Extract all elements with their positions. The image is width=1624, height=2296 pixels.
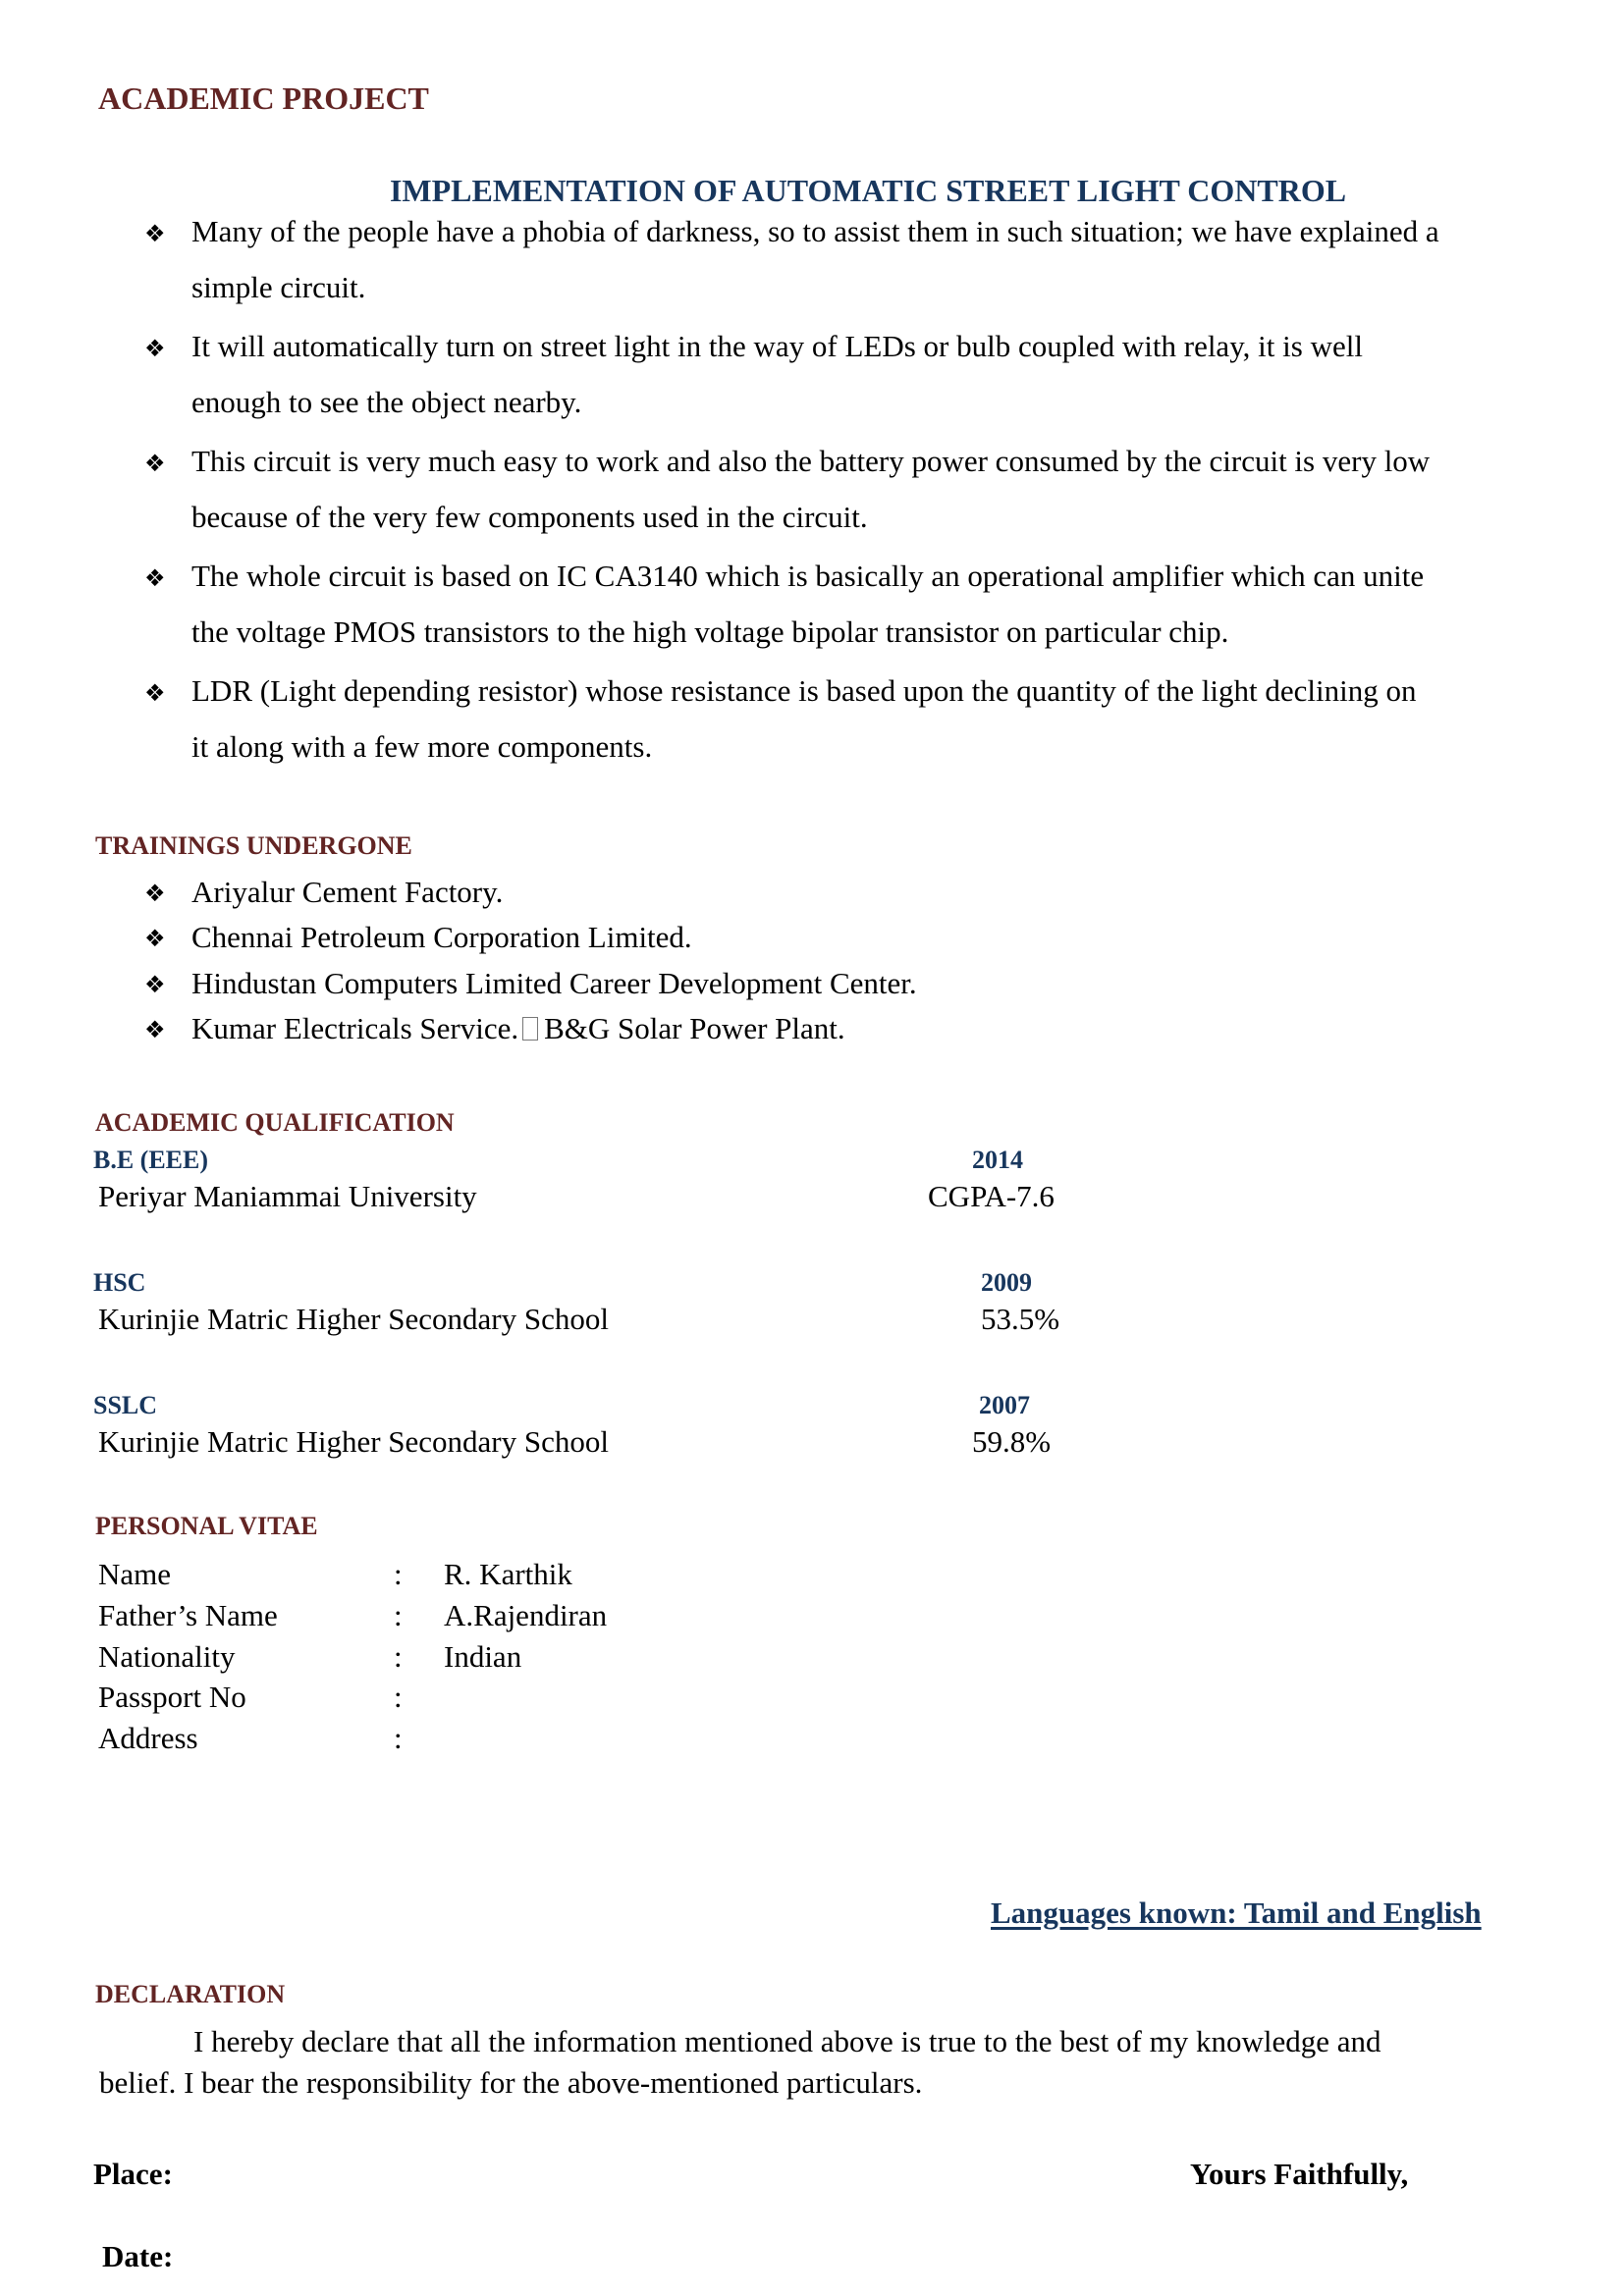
- vitae-label: Address: [98, 1721, 198, 1755]
- bullet-text-line: simple circuit.: [191, 270, 366, 304]
- vitae-separator: :: [394, 1721, 403, 1755]
- languages-known: Languages known: Tamil and English: [991, 1896, 1482, 1930]
- bullet-text-line: LDR (Light depending resistor) whose resistance is based upon the quantity of the light declining on: [191, 673, 1417, 708]
- bullet-text-line: because of the very few components used in the circuit.: [191, 500, 868, 534]
- project-title: IMPLEMENTATION OF AUTOMATIC STREET LIGHT CONTROL: [389, 173, 1347, 208]
- qualification-score: CGPA-7.6: [928, 1179, 1055, 1213]
- diamond-bullet-icon: ❖: [144, 335, 166, 362]
- bullet-text-line: This circuit is very much easy to work and also the battery power consumed by the circuit is very low: [191, 444, 1431, 478]
- diamond-bullet-icon: ❖: [144, 679, 166, 707]
- diamond-bullet-icon: ❖: [144, 880, 166, 907]
- bullet-text-line: it along with a few more components.: [191, 729, 653, 764]
- diamond-bullet-icon: ❖: [144, 1016, 166, 1043]
- qualification-institution: Kurinjie Matric Higher Secondary School: [98, 1424, 609, 1459]
- section-heading-academic-project: ACADEMIC PROJECT: [98, 80, 429, 116]
- section-heading-academic-qualification: ACADEMIC QUALIFICATION: [95, 1108, 455, 1137]
- qualification-year: 2007: [979, 1391, 1030, 1419]
- bullet-text-line: The whole circuit is based on IC CA3140 which is basically an operational amplifier which can unite: [191, 559, 1425, 593]
- diamond-bullet-icon: ❖: [144, 971, 166, 998]
- vitae-separator: :: [394, 1639, 403, 1674]
- vitae-value: A.Rajendiran: [444, 1598, 608, 1632]
- training-text: Ariyalur Cement Factory.: [191, 875, 504, 909]
- closing-text: Yours Faithfully,: [1190, 2157, 1409, 2191]
- vitae-separator: :: [394, 1557, 403, 1591]
- place-label: Place:: [93, 2157, 173, 2191]
- section-heading-personal-vitae: PERSONAL VITAE: [95, 1512, 318, 1540]
- training-text: Chennai Petroleum Corporation Limited.: [191, 920, 692, 954]
- vitae-label: Name: [98, 1557, 172, 1591]
- diamond-bullet-icon: ❖: [144, 925, 166, 952]
- training-text: Kumar Electricals Service.: [191, 1011, 519, 1045]
- vitae-value: R. Karthik: [444, 1557, 572, 1591]
- qualification-institution: Kurinjie Matric Higher Secondary School: [98, 1302, 609, 1336]
- qualification-degree: SSLC: [93, 1391, 158, 1419]
- qualification-year: 2014: [972, 1146, 1023, 1174]
- declaration-text-line: I hereby declare that all the information mentioned above is true to the best of my knowledge and: [193, 2024, 1381, 2058]
- diamond-bullet-icon: ❖: [144, 450, 166, 477]
- qualification-year: 2009: [981, 1268, 1032, 1297]
- qualification-degree: B.E (EEE): [93, 1146, 209, 1174]
- vitae-label: Passport No: [98, 1680, 246, 1714]
- qualification-degree: HSC: [93, 1268, 146, 1297]
- bullet-text-line: the voltage PMOS transistors to the high voltage bipolar transistor on particular chip.: [191, 614, 1229, 649]
- vitae-separator: :: [394, 1680, 403, 1714]
- vitae-label: Father’s Name: [98, 1598, 278, 1632]
- vitae-separator: :: [394, 1598, 403, 1632]
- qualification-institution: Periyar Maniammai University: [98, 1179, 477, 1213]
- section-heading-declaration: DECLARATION: [95, 1980, 286, 2008]
- training-text: Hindustan Computers Limited Career Development Center.: [191, 966, 917, 1000]
- diamond-bullet-icon: ❖: [144, 220, 166, 247]
- qualification-score: 59.8%: [972, 1424, 1052, 1459]
- missing-glyph-box-icon: [522, 1017, 538, 1041]
- declaration-text-line: belief. I bear the responsibility for the above-mentioned particulars.: [99, 2065, 923, 2100]
- training-text-line: [191, 1011, 845, 1046]
- vitae-value: Indian: [444, 1639, 522, 1674]
- section-heading-trainings: TRAININGS UNDERGONE: [95, 831, 412, 860]
- bullet-text-line: enough to see the object nearby.: [191, 385, 582, 419]
- diamond-bullet-icon: ❖: [144, 564, 166, 592]
- bullet-text-line: Many of the people have a phobia of darkness, so to assist them in such situation; we have explained a: [191, 214, 1439, 248]
- qualification-score: 53.5%: [981, 1302, 1060, 1336]
- training-text: B&G Solar Power Plant.: [544, 1011, 845, 1045]
- vitae-label: Nationality: [98, 1639, 236, 1674]
- bullet-text-line: It will automatically turn on street light in the way of LEDs or bulb coupled with relay, it is well: [191, 329, 1363, 363]
- date-label: Date:: [102, 2239, 174, 2273]
